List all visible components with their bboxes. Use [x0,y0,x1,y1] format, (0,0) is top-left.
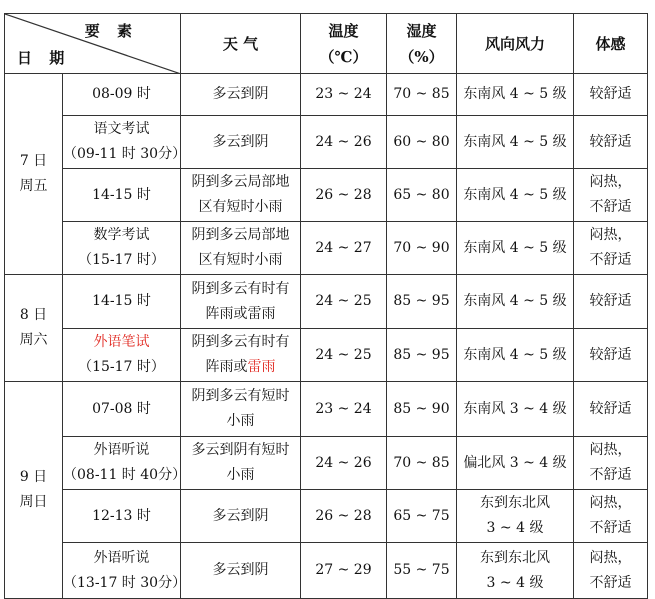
time-line: （15-17 时） [78,252,165,268]
header-humidity-unit: （%） [399,47,444,66]
comfort-line: 较舒适 [589,293,632,309]
date-line: 8 日 [19,307,48,323]
wind-line: 东到东北风 [480,495,550,511]
humidity-cell: 70 ~ 85 [387,74,457,116]
time-cell [63,490,181,543]
weather-line: 多云到阴有短时 [191,442,290,458]
date-line: 周六 [19,332,48,348]
comfort-line: 不舒适 [589,199,632,215]
comfort-line: 不舒适 [589,252,632,268]
time-line: 外语听说 [93,549,150,566]
temperature-cell: 24 ~ 25 [301,275,387,329]
weather-line: 小雨 [226,467,255,483]
time-cell [63,437,187,490]
comfort-cell [574,490,648,543]
time-line: 07-08 时 [92,400,151,417]
table-body [5,74,648,599]
weather-line: 阴到多云有时有 [191,280,290,297]
date-line: 7 日 [19,153,48,169]
corner-header [5,14,181,74]
weather-forecast-table [4,13,648,599]
corner-label-elements: 要 素 [84,22,138,40]
comfort-line: 较舒适 [589,346,632,363]
temperature-cell: 24 ~ 26 [301,116,387,169]
date-line: 9 日 [19,469,48,485]
date-line: 周日 [19,494,48,510]
weather-cell [181,543,301,599]
header-wind: 风向风力 [457,14,574,74]
comfort-cell [574,329,648,382]
time-cell [63,169,181,222]
date-cell [5,74,63,275]
comfort-cell [574,437,648,490]
header-weather: 天 气 [181,14,301,74]
wind-cell [457,329,574,382]
table-row [5,116,648,169]
comfort-cell [574,74,648,116]
table-row [5,543,648,599]
wind-cell [457,437,574,490]
wind-line: 东南风 4 ~ 5 级 [463,346,567,363]
weather-line: 阴到多云局部地 [191,174,290,190]
comfort-line: 闷热， [589,227,632,243]
temperature-cell: 27 ~ 29 [301,543,387,599]
header-comfort: 体感 [574,14,648,74]
header-humidity-title: 湿度 [406,21,437,40]
wind-line: 东南风 4 ~ 5 级 [463,86,567,102]
humidity-cell: 55 ~ 75 [387,543,457,599]
comfort-line: 不舒适 [589,467,632,483]
table-row [5,169,648,222]
comfort-line: 不舒适 [589,520,632,536]
weather-line: 区有短时小雨 [198,199,283,215]
wind-line: 偏北风 3 ~ 4 级 [463,454,567,471]
weather-cell [181,169,301,222]
weather-line [181,355,300,380]
time-cell [63,116,187,169]
wind-cell [457,275,574,329]
corner-label-date: 日 期 [17,49,71,67]
weather-line: 多云到阴 [212,507,269,524]
humidity-cell: 65 ~ 80 [387,169,457,222]
wind-cell [457,490,574,543]
wind-cell [457,382,574,437]
comfort-line: 较舒适 [589,400,632,417]
time-line: 14-15 时 [92,293,151,309]
time-cell [63,329,181,382]
time-line: （09-11 时 30分） [63,146,187,162]
table-row [5,74,648,116]
weather-cell [181,275,301,329]
weather-cell [181,222,301,275]
header-temperature [301,14,387,74]
weather-line: 多云到阴 [212,133,269,150]
humidity-cell: 60 ~ 80 [387,116,457,169]
comfort-line: 较舒适 [589,86,632,102]
humidity-cell: 85 ~ 95 [387,275,457,329]
humidity-cell: 85 ~ 95 [387,329,457,382]
time-line: 12-13 时 [92,507,151,524]
weather-cell [181,382,301,437]
wind-cell [457,222,574,275]
time-line: 数学考试 [93,227,150,243]
wind-line: 3 ~ 4 级 [486,574,544,591]
table-row [5,329,648,382]
header-temperature-unit: （℃） [319,47,368,66]
weather-cell [181,116,301,169]
time-line: 外语笔试 [93,334,150,350]
comfort-line: 闷热， [589,174,632,190]
wind-cell [457,543,574,599]
header-row [5,14,648,74]
weather-line: 多云到阴 [212,86,269,102]
time-line: 语文考试 [93,121,150,137]
time-cell [63,74,181,116]
weather-line: 多云到阴 [212,562,269,578]
temperature-cell: 23 ~ 24 [301,74,387,116]
temperature-cell: 24 ~ 25 [301,329,387,382]
weather-cell [181,490,301,543]
humidity-cell: 65 ~ 75 [387,490,457,543]
time-line: 08-09 时 [92,86,151,102]
time-line: 外语听说 [93,442,150,458]
humidity-cell: 85 ~ 90 [387,382,457,437]
comfort-line: 不舒适 [589,574,632,591]
table-row [5,382,648,437]
time-cell [63,543,187,599]
weather-cell [181,74,301,116]
wind-line: 东南风 4 ~ 5 级 [463,293,567,309]
temperature-cell: 26 ~ 28 [301,169,387,222]
table-row [5,275,648,329]
time-cell [63,222,181,275]
table-row [5,490,648,543]
humidity-cell: 70 ~ 90 [387,222,457,275]
table-row [5,437,648,490]
date-cell [5,275,63,382]
wind-line: 东南风 4 ~ 5 级 [463,186,567,203]
weather-line: 区有短时小雨 [198,252,283,268]
weather-cell [181,437,301,490]
temperature-cell: 24 ~ 27 [301,222,387,275]
wind-cell [457,116,574,169]
comfort-line: 闷热， [589,549,632,566]
comfort-cell [574,222,648,275]
comfort-cell [574,116,648,169]
weather-line: 阴到多云局部地 [191,227,290,243]
time-cell [63,275,181,329]
time-line: （13-17 时 30分） [63,574,187,591]
weather-cell [181,329,301,382]
humidity-cell: 70 ~ 85 [387,437,457,490]
weather-line: 阴到多云有时有 [191,334,290,350]
comfort-cell [574,382,648,437]
header-humidity [387,14,457,74]
temperature-cell: 26 ~ 28 [301,490,387,543]
comfort-cell [574,275,648,329]
comfort-line: 闷热， [589,442,632,458]
wind-line: 东南风 4 ~ 5 级 [463,239,567,256]
wind-cell [457,169,574,222]
date-cell [5,382,63,599]
table-row [5,222,648,275]
temperature-cell: 24 ~ 26 [301,437,387,490]
comfort-line: 较舒适 [589,133,632,150]
weather-line: 阵雨或雷雨 [205,305,276,322]
comfort-line: 闷热， [589,495,632,511]
date-line: 周五 [19,178,48,194]
weather-line: 阴到多云有短时 [191,388,290,404]
time-line: （08-11 时 40分） [63,467,187,483]
wind-line: 东到东北风 [480,549,550,566]
comfort-cell [574,543,648,599]
time-cell [63,382,181,437]
time-line: 14-15 时 [92,186,151,203]
weather-highlight: 雷雨 [247,359,276,375]
time-line: （15-17 时） [78,359,165,375]
wind-line: 3 ~ 4 级 [486,520,544,536]
comfort-cell [574,169,648,222]
header-temperature-title: 温度 [328,21,359,40]
temperature-cell: 23 ~ 24 [301,382,387,437]
weather-text: 阵雨或 [205,359,248,375]
wind-line: 东南风 3 ~ 4 级 [463,400,567,417]
weather-line: 小雨 [226,413,255,429]
wind-line: 东南风 4 ~ 5 级 [463,133,567,150]
wind-cell [457,74,574,116]
